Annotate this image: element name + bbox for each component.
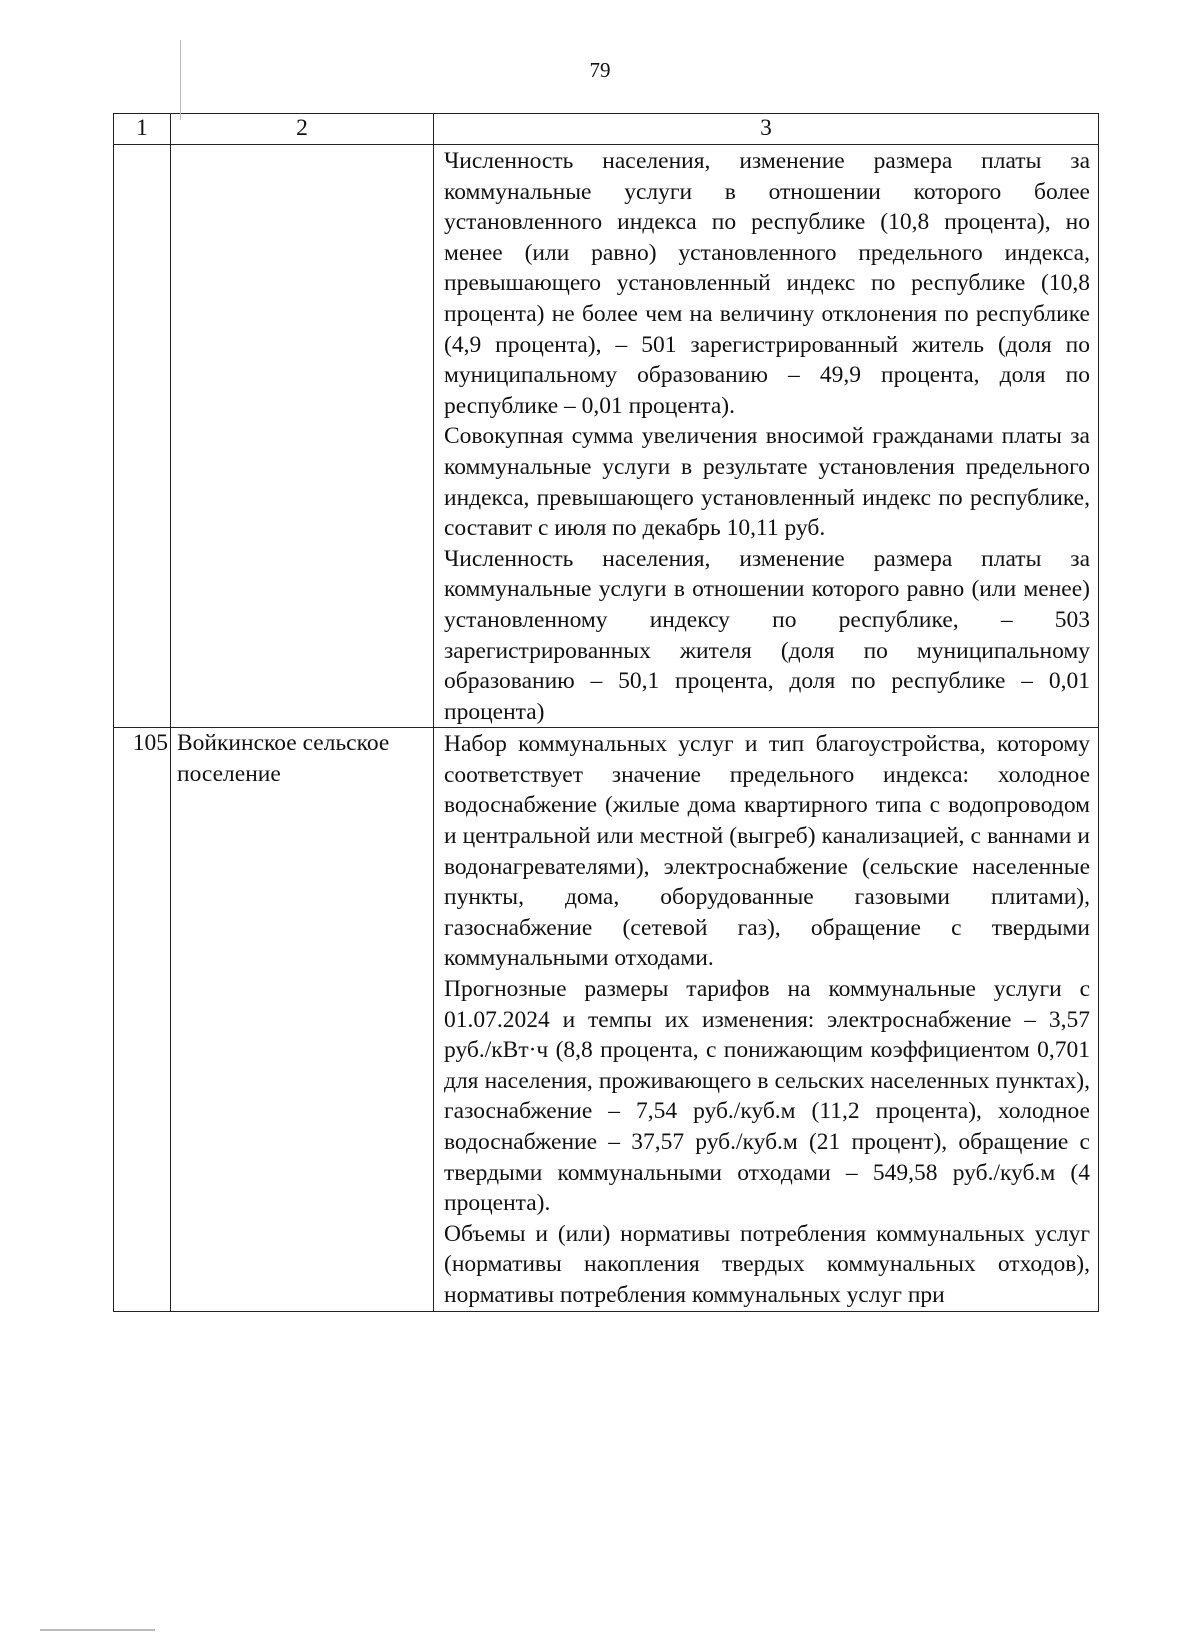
column-header-3: 3 bbox=[434, 114, 1099, 145]
paragraph: Прогнозные размеры тарифов на коммунальные услуги с 01.07.2024 и темпы их изменения: электроснабжение – 3,57 руб./кВт·ч (8,8 процента, с понижающим коэффициентом 0,701 для населения, проживающего в сельских населенных пунктах), газоснабжение – 7,54 руб./куб.м (11,2 процента), холодное водоснабжение – 37,57 руб./куб.м (21 процент), обращение с твердыми коммунальными отходами – 549,58 руб./куб.м (4 процента). bbox=[444, 976, 1090, 1217]
row-number bbox=[114, 145, 171, 728]
column-header-1: 1 bbox=[114, 114, 171, 145]
scan-artifact-line bbox=[180, 40, 181, 120]
paragraph: Набор коммунальных услуг и тип благоустройства, которому соответствует значение предельного индекса: холодное водоснабжение (жилые дома квартирного типа с водопроводом и центральной или местной (выгреб) канализацией, с ваннами и водонагревателями), электроснабжение (сельские населенные пункты, дома, оборудованные газовыми плитами), газоснабжение (сетевой газ), обращение с твердыми коммунальными отходами. bbox=[444, 731, 1090, 972]
paragraph: Численность населения, изменение размера платы за коммунальные услуги в отношении которого более установленного индекса по республике (10,8 процента), но менее (или равно) установленного предельного индекса, превышающего установленный индекс по республике (10,8 процента) не более чем на величину отклонения по республике (4,9 процента), – 501 зарегистрированный житель (доля по муниципальному образованию – 49,9 процента, доля по республике – 0,01 процента). bbox=[444, 148, 1090, 419]
row-description bbox=[434, 145, 1099, 728]
scan-artifact-line bbox=[40, 1629, 155, 1631]
table-row bbox=[114, 728, 1099, 1311]
table-header-row bbox=[114, 114, 1099, 145]
row-number: 105 bbox=[114, 728, 171, 1311]
paragraph: Численность населения, изменение размера платы за коммунальные услуги в отношении которого равно (или менее) установленному индексу по республике, – 503 зарегистрированных жителя (доля по муниципальному образованию – 50,1 процента, доля по республике – 0,01 процента) bbox=[444, 545, 1090, 725]
page-number: 79 bbox=[589, 58, 611, 82]
data-table bbox=[113, 113, 1099, 1312]
row-description bbox=[434, 728, 1099, 1311]
paragraph: Совокупная сумма увеличения вносимой гражданами платы за коммунальные услуги в результате установления предельного индекса, превышающего установленный индекс по республике, составит с июля по декабрь 10,11 руб. bbox=[444, 423, 1090, 542]
paragraph: Объемы и (или) нормативы потребления коммунальных услуг (нормативы накопления твердых коммунальных отходов), нормативы потребления коммунальных услуг при bbox=[444, 1220, 1090, 1308]
table-row bbox=[114, 145, 1099, 728]
municipality-name bbox=[171, 145, 434, 728]
municipality-name: Войкинское сельское поселение bbox=[171, 728, 434, 1311]
column-header-2: 2 bbox=[171, 114, 434, 145]
